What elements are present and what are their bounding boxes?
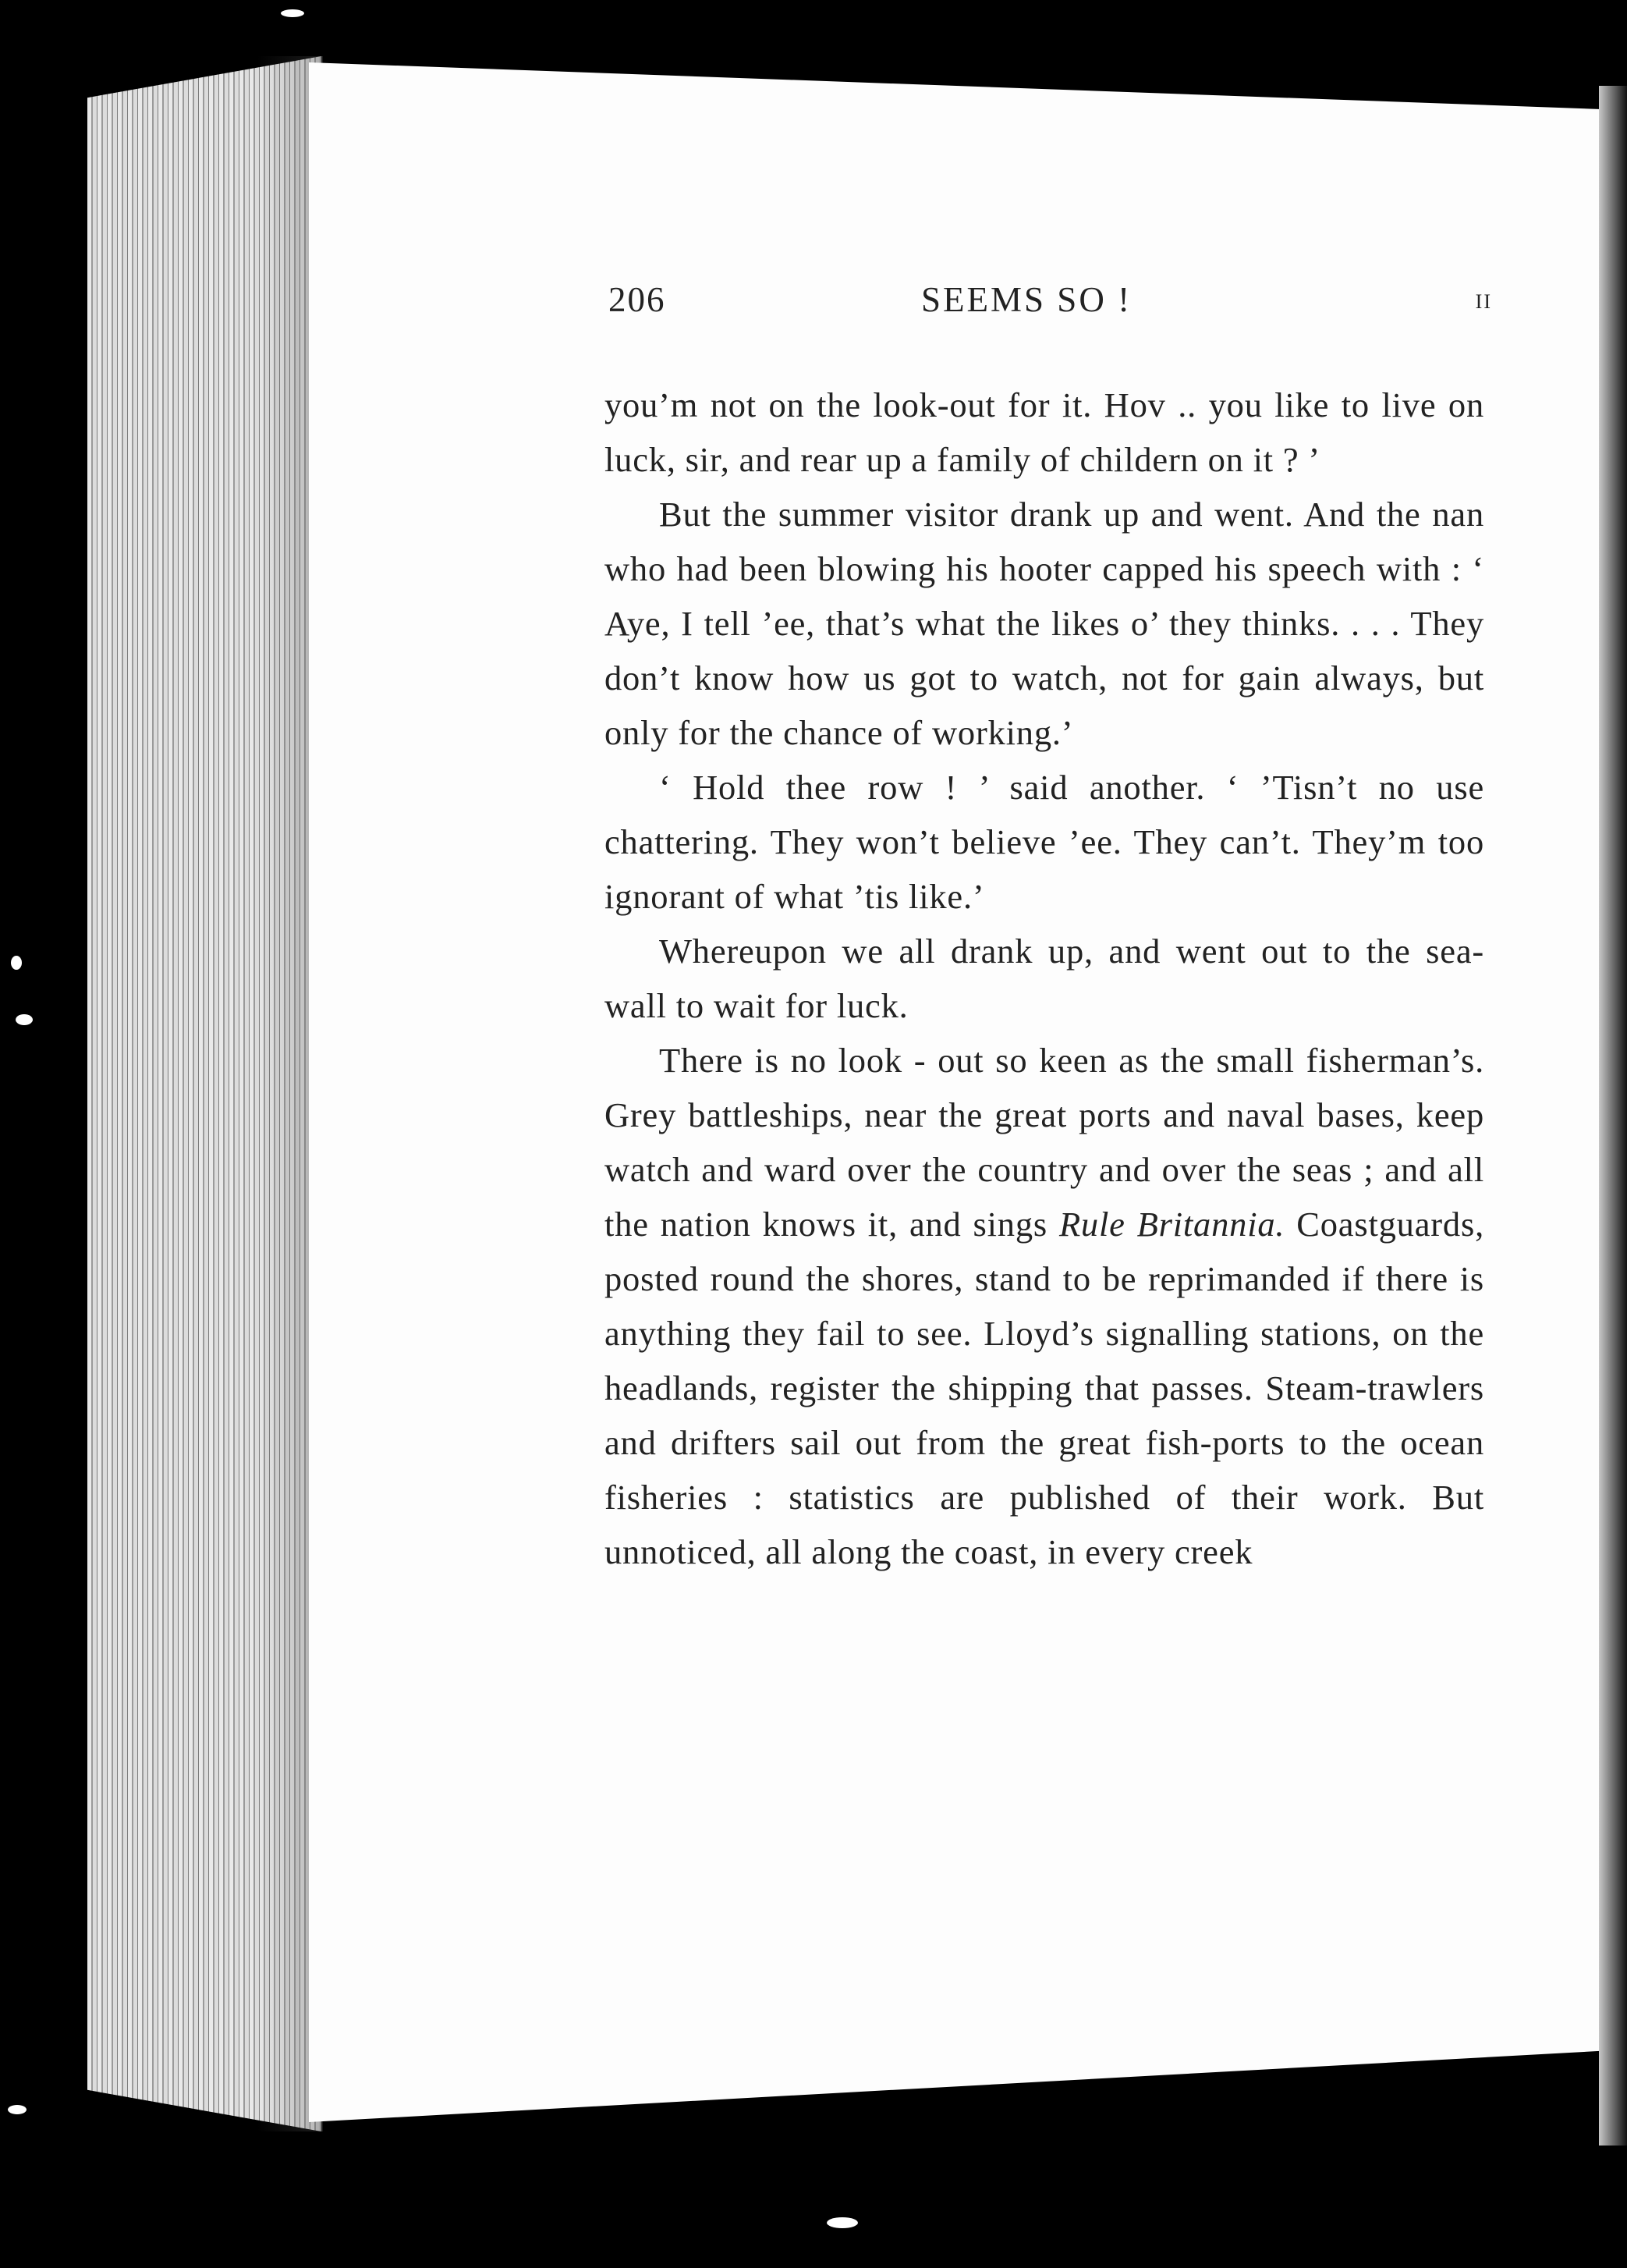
paragraph: Whereupon we all drank up, and went out to the sea-wall to wait for luck. xyxy=(604,932,1484,1025)
paragraph: But the summer visitor drank up and went. And the nan who had been blowing his hooter capped his speech with : ‘ Aye, I tell ’ee, that’s what the likes o’ they thinks. . . . They don’t know how us got to watch, not for gain always, but only for the chance of working.’ xyxy=(604,495,1484,752)
running-head xyxy=(604,279,1492,334)
page-gutter-shadow xyxy=(1599,86,1627,2146)
scan-speck xyxy=(16,1014,33,1025)
body-text xyxy=(604,378,1484,1579)
scan-speck xyxy=(281,9,304,17)
paragraph: you’m not on the look-out for it. Hov .. you like to live on luck, sir, and rear up a family of childern on it ? ’ xyxy=(604,385,1484,479)
signature-mark: II xyxy=(1475,290,1492,313)
page-text-block xyxy=(604,279,1492,1579)
scan-speck xyxy=(827,2217,858,2228)
page-number: 206 xyxy=(608,280,666,319)
italic-title: Rule Britannia. xyxy=(1058,1205,1285,1244)
running-title: SEEMS SO ! xyxy=(921,280,1133,319)
paragraph-text: There is no look - out so keen as the small fisherman’s. Grey battleships, near the great ports and naval bases, keep watch and ward over the country and over the seas ; and all the nation knows it, and sings xyxy=(604,1041,1484,1244)
paragraph-text: Coastguards, posted round the shores, stand to be reprimanded if there is anything they fail to see. Lloyd’s signalling stations, on the headlands, register the shipping that passes. Steam-trawlers and drifters sail out from the great fish-ports to the ocean fisheries : statistics are published of their work. But unnoticed, all along the coast, in every creek xyxy=(604,1205,1484,1571)
scan-speck xyxy=(11,956,22,970)
paragraph: ‘ Hold thee row ! ’ said another. ‘ ’Tisn’t no use chattering. They won’t believe ’ee. They can’t. They’m too ignorant of what ’tis like.’ xyxy=(604,768,1484,916)
paragraph xyxy=(604,1033,1484,1579)
scan-speck xyxy=(8,2105,27,2114)
